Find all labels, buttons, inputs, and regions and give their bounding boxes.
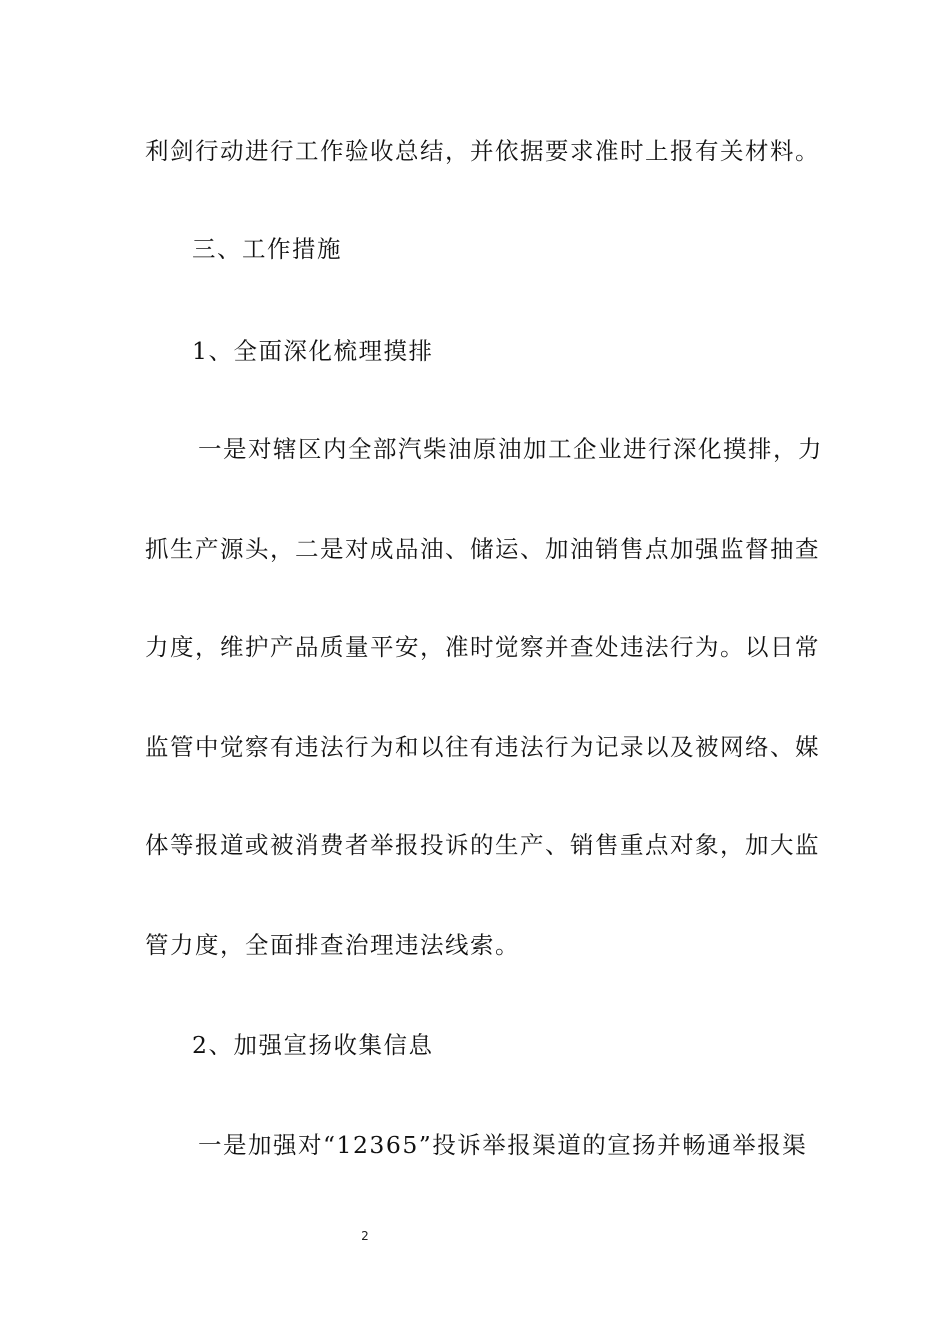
paragraph-line: 体等报道或被消费者举报投诉的生产、销售重点对象，加大监 bbox=[145, 831, 820, 859]
paragraph-line: 监管中觉察有违法行为和以往有违法行为记录以及被网络、媒 bbox=[145, 733, 820, 761]
section-heading: 三、工作措施 bbox=[192, 235, 342, 263]
paragraph-line: 一是加强对“12365”投诉举报渠道的宣扬并畅通举报渠 bbox=[198, 1131, 808, 1159]
paragraph-line: 力度，维护产品质量平安，准时觉察并查处违法行为。以日常 bbox=[145, 633, 820, 661]
subsection-heading-1: 1、全面深化梳理摸排 bbox=[192, 337, 434, 365]
paragraph-line: 一是对辖区内全部汽柴油原油加工企业进行深化摸排，力 bbox=[198, 435, 823, 463]
subsection-heading-2: 2、加强宣扬收集信息 bbox=[192, 1031, 434, 1059]
page-number: 2 bbox=[361, 1229, 369, 1243]
paragraph-continuation-line: 利剑行动进行工作验收总结，并依据要求准时上报有关材料。 bbox=[145, 137, 820, 165]
paragraph-line: 抓生产源头，二是对成品油、储运、加油销售点加强监督抽查 bbox=[145, 535, 820, 563]
paragraph-line: 管力度，全面排查治理违法线索。 bbox=[145, 931, 520, 959]
